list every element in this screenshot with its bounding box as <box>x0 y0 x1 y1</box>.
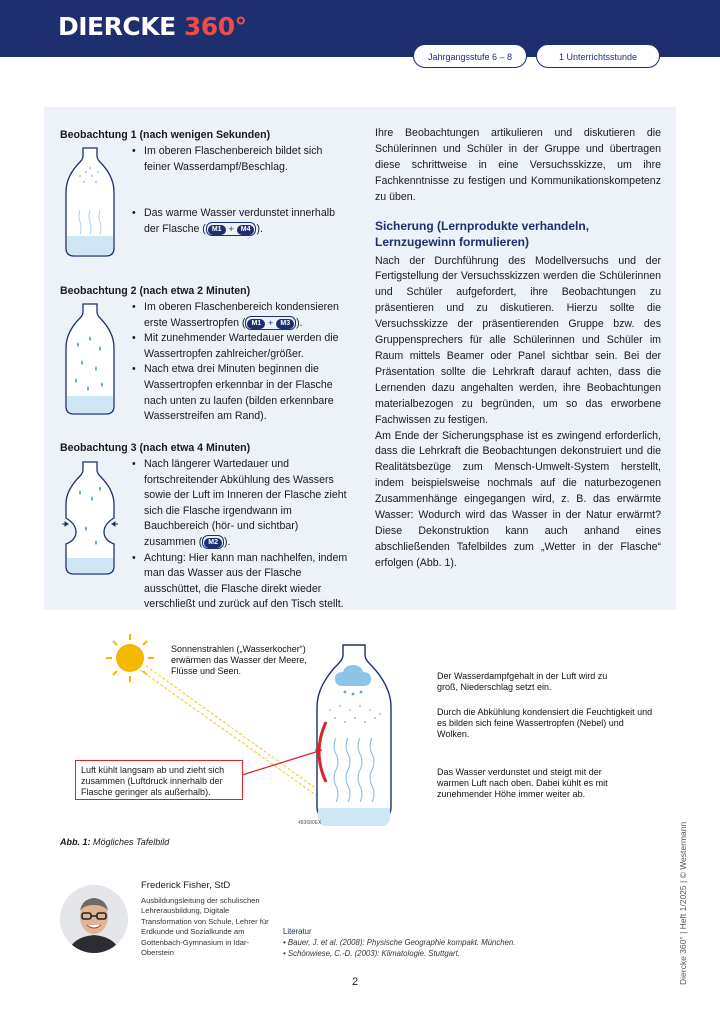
figure-code: 483680EX <box>298 820 322 826</box>
evaporation-label: Das Wasser verdunstet und steigt mit der warmen Luft nach oben. Dabei kühlt es mit zunehmender Höhe immer weiter ab. <box>437 767 608 799</box>
bottle-2-icon <box>62 302 118 417</box>
precipitation-label: Der Wasserdampfgehalt in der Luft wird zu groß, Niederschlag setzt ein. <box>437 671 608 692</box>
observation-1-title: Beobachtung 1 (nach wenigen Sekunden) <box>60 129 271 141</box>
body-paragraph: Nach der Durchführung des Modellversuchs und der Fertigstellung der Versuchsskizzen werden die Schülerinnen und Schüler aufgefordert, ihre Beobachtungen zu präsentieren und zu diskutieren. Hierzu sollte die Versuchsskizze der präsentierenden Gruppe bzw. des Gruppensprechers für alle Schülerinnen und Schüler im Raum mittels Beamer oder Panel sichtbar sein. Bei der Präsentation sollte die Lehrkraft darauf achten, dass die Lernenden dazu angehalten werden, ihre Beobachtungen materialbezogen zu begründen, um so das erworbene Fachwissen zu festigen. <box>375 254 661 426</box>
author-bio: Ausbildungsleitung der schulischen Lehrerausbildung, Digitale Transformation von Schule, Lehrer für Erdkunde und Sozialkunde am Gottenbach-Gymnasium in Idar-Oberstein <box>141 896 269 958</box>
list-item: • Nach längerer Wartedauer und fortschreitender Abkühlung des Wassers sowie der Luft im Inneren der Flasche zieht sich die Flasche irgendwann im Bauchbereich (hör- und sichtbar) zusammen ( M2 ). <box>132 457 350 551</box>
body-paragraph: Am Ende der Sicherungsphase ist es zwingend erforderlich, dass die Lehrkraft die Beobachtungen dekonstruiert und die Realitätsbezüge zum Mensch-Umwelt-System herstellt, indem beispielsweise nochmals auf die naturbezogenen Zusammenhänge eingegangen wird, z. B. das erwärmte Wasser: Wodurch wird das Wasser in der Natur erwärmt? Diese Dekonstruktion kann auch anhand eines abschließenden Tafelbildes zum „Wetter in der Flasche“ erfolgen (Abb. 1). <box>375 429 661 569</box>
literature <box>283 926 515 959</box>
observation-2-bullets <box>132 300 350 425</box>
list-item: • Im oberen Flaschenbereich bildet sich feiner Wasserdampf/Beschlag. <box>132 144 350 175</box>
observation-3-bullets <box>132 457 350 613</box>
material-ref[interactable]: M1 + M3 <box>245 316 296 330</box>
grade-badge: Jahrgangsstufe 6 – 8 <box>413 44 527 68</box>
material-ref[interactable]: M2 <box>202 535 224 549</box>
bottle-diagram-icon <box>317 645 391 826</box>
sun-label: Sonnenstrahlen („Wasserkocher“) erwärmen das Wasser der Meere, Flüsse und Seen. <box>171 644 307 676</box>
list-item: • Mit zunehmender Wartedauer werden die Wassertropfen zahlreicher/größer. <box>132 331 350 362</box>
intro-paragraph: Ihre Beobachtungen artikulieren und diskutieren die Schülerinnen und Schüler in der Gruppe und übertragen diese schrittweise in eine Versuchsskizze, um ihre Fachkenntnisse zu festigen und Kommunikationskompetenz zu üben. <box>375 127 661 203</box>
diercke-logo[interactable]: DIERCKE 360° <box>58 12 247 41</box>
list-item: • Das warme Wasser verdunstet innerhalb der Flasche ( M1 + M4 ). <box>132 206 350 237</box>
observation-3-title: Beobachtung 3 (nach etwa 4 Minuten) <box>60 442 251 454</box>
list-item: • Achtung: Hier kann man nachhelfen, indem man das Wasser aus der Flasche ausschüttet, die Flasche direkt wieder verschließt und zurück auf den Tisch stellt. <box>132 551 350 613</box>
air-cools-box: Luft kühlt langsam ab und zieht sich zusammen (Luftdruck innerhalb der Flasche geringer als außerhalb). <box>75 760 243 800</box>
discussion-column <box>375 126 661 572</box>
material-ref[interactable]: M1 + M4 <box>206 222 257 236</box>
author-name: Frederick Fisher, StD <box>141 880 231 891</box>
list-item: • Bauer, J. et al. (2008): Physische Geographie kompakt. München. <box>283 938 516 947</box>
bottle-1-icon <box>62 146 118 258</box>
section-heading: Sicherung (Lernprodukte verhandeln, Lernzugewinn formulieren) <box>375 218 590 249</box>
vertical-footer: Diercke 360° | Heft 1/2025 | © Westermann <box>678 821 688 985</box>
literature-title: Literatur <box>283 927 312 936</box>
list-item: • Nach etwa drei Minuten beginnen die Wassertropfen erkennbar in der Flasche nach unten zu laufen (bilden erkennbare Wasserstreifen am Rand). <box>132 362 350 424</box>
author-avatar <box>60 885 128 953</box>
lessons-badge: 1 Unterrichtsstunde <box>536 44 660 68</box>
page-number: 2 <box>352 976 359 988</box>
bottle-3-icon <box>62 460 118 575</box>
observation-2-title: Beobachtung 2 (nach etwa 2 Minuten) <box>60 285 251 297</box>
condensation-label: Durch die Abkühlung kondensiert die Feuchtigkeit und es bilden sich feine Wassertropfen (Nebel) und Wolken. <box>437 707 653 739</box>
sun-icon <box>106 634 154 682</box>
figure-caption: Abb. 1: Mögliches Tafelbild <box>60 837 170 847</box>
pointer-arrow <box>242 749 322 775</box>
list-item: • Im oberen Flaschenbereich kondensieren erste Wassertropfen ( M1 + M3 ). <box>132 300 350 331</box>
list-item: • Schönwiese, C.-D. (2003): Klimatologie. Stuttgart. <box>283 949 460 958</box>
observation-1-bullets <box>132 144 350 237</box>
